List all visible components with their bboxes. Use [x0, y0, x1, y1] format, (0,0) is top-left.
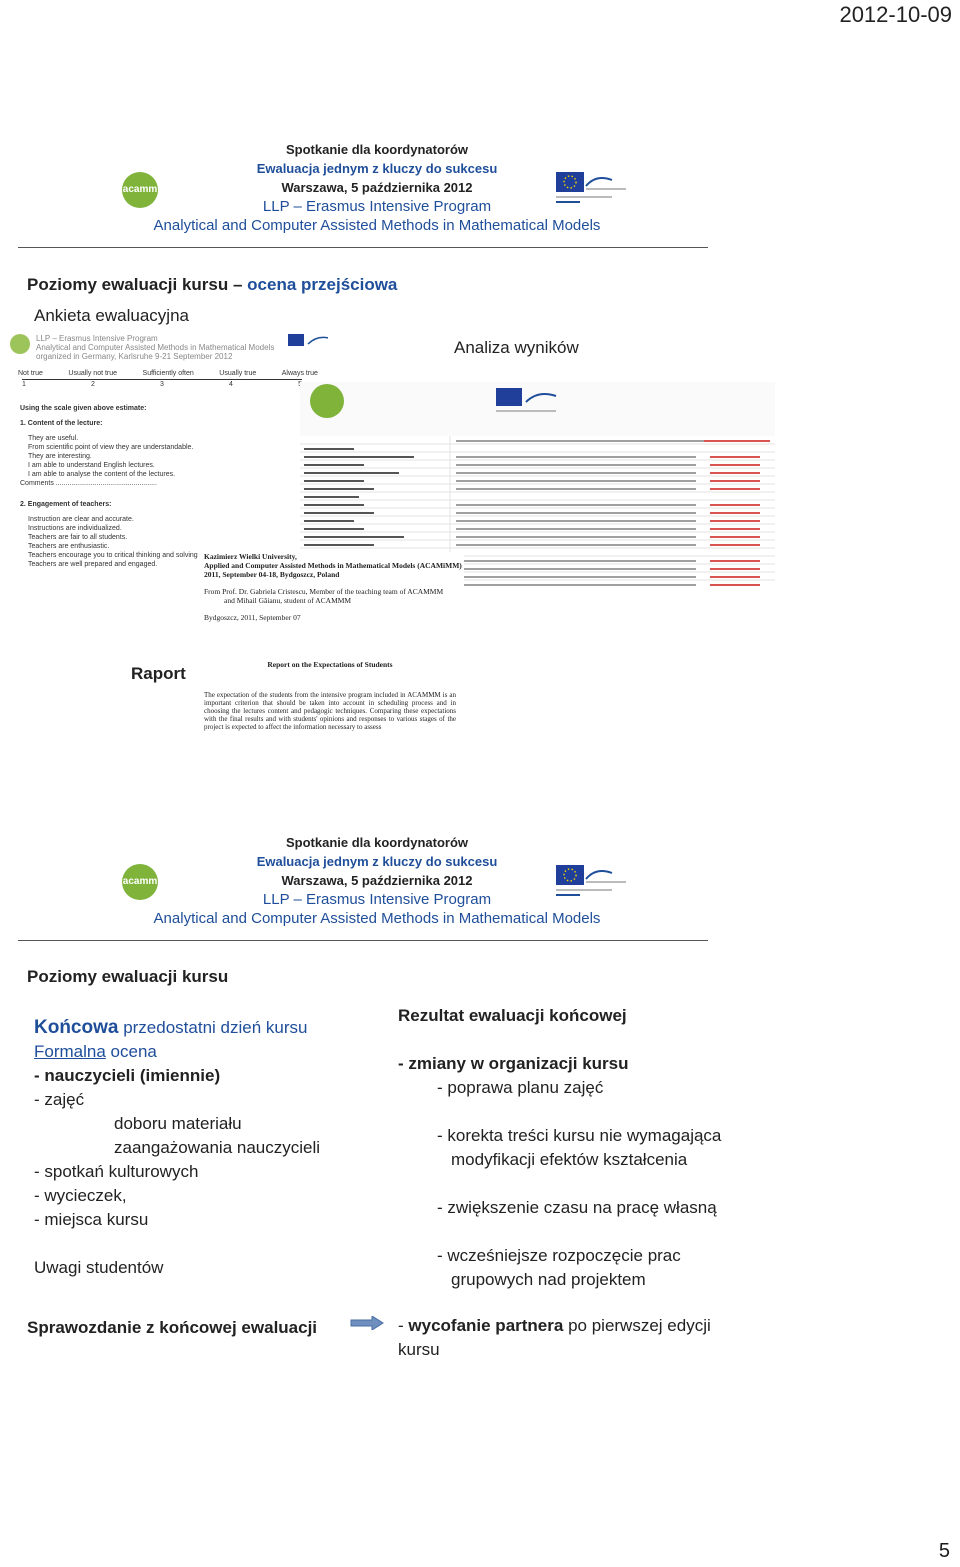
header-subtitle: Ewaluacja jednym z kluczy do sukcesu: [256, 854, 498, 869]
list-item: zaangażowania nauczycieli: [114, 1138, 321, 1157]
results-title: Rezultat ewaluacji końcowej: [398, 1006, 627, 1025]
report-cover-line: Bydgoszcz, 2011, September 07: [204, 613, 301, 622]
analysis-eu-icon: [496, 388, 576, 418]
survey-scale-numbers: [22, 379, 302, 388]
list-item: - nauczycieli (imiennie): [34, 1066, 221, 1085]
final-word: Końcowa: [34, 1017, 119, 1038]
scale-label: Usually true: [219, 370, 257, 377]
scale-label: Sufficiently often: [142, 370, 194, 377]
survey-line: Using the scale given above estimate:: [20, 405, 147, 412]
header-place-date: Warszawa, 5 października 2012: [281, 180, 473, 195]
scale-label: Always true: [281, 370, 318, 377]
survey-line: 1. Content of the lecture:: [20, 420, 103, 427]
students-notes: Uwagi studentów: [34, 1258, 164, 1277]
survey-line: 2. Engagement of teachers:: [20, 501, 112, 508]
survey-line: Instruction are clear and accurate.: [28, 516, 134, 523]
survey-line: Comments ....................................................: [20, 480, 157, 487]
acamm-logo: acamm: [122, 172, 158, 208]
report-page-thumbnail: [204, 660, 456, 736]
scale-label: Not true: [18, 370, 43, 377]
survey-scale: [18, 370, 318, 377]
formal-rest: ocena: [110, 1042, 157, 1061]
report-cover-line: and Mihail Găianu, student of ACAMMM: [224, 596, 352, 605]
slide1-title: [27, 275, 397, 295]
report-thumb-body: The expectation of the students from the intensive program included in ACAMMM is an important criterion that should be taken into account in scheduling process and in choosing the lectures content and pedagogic techniques. Comparing these expectations with the final results and with students' opinions and responses to various stages of the project is expected to affect the information necessary to assess: [204, 691, 456, 731]
header-program: LLP – Erasmus Intensive Program: [262, 198, 492, 215]
header-subtitle: Ewaluacja jednym z kluczy do sukcesu: [256, 161, 498, 176]
report-cover-line: From Prof. Dr. Gabriela Cristescu, Member of the teaching team of ACAMMM: [204, 587, 444, 596]
formal-word: Formalna: [34, 1042, 106, 1061]
survey-line: Teachers are well prepared and engaged.: [28, 561, 158, 568]
result-item: modyfikacji efektów kształcenia: [451, 1150, 688, 1169]
survey-label: Ankieta ewaluacyjna: [34, 306, 189, 325]
header-place-date: Warszawa, 5 października 2012: [281, 873, 473, 888]
eu-erasmus-logo: [556, 865, 628, 899]
eu-erasmus-logo: [556, 172, 628, 206]
header-meeting: Spotkanie dla koordynatorów: [285, 835, 469, 850]
result-item: - poprawa planu zajęć: [437, 1078, 604, 1097]
result-item: grupowych nad projektem: [451, 1270, 646, 1289]
slide1-title-accent: ocena przejściowa: [247, 275, 398, 294]
survey-line: Teachers are fair to all students.: [28, 534, 128, 541]
result-item: - korekta treści kursu nie wymagająca: [437, 1126, 722, 1145]
list-item: - miejsca kursu: [34, 1210, 149, 1229]
survey-line: I am able to understand English lectures.: [28, 462, 155, 469]
slide1-header: [127, 140, 627, 235]
withdraw-rest2: kursu: [398, 1340, 440, 1359]
final-results: [398, 1004, 798, 1292]
slide2-title: Poziomy ewaluacji kursu: [27, 967, 229, 986]
acamm-logo: acamm: [122, 864, 158, 900]
report-cover-thumbnail: [204, 552, 464, 624]
list-item: - spotkań kulturowych: [34, 1162, 199, 1181]
report-cover-line: Applied and Computer Assisted Methods in Mathematical Models (ACAMiMM): [204, 561, 462, 570]
list-item: - zajęć: [34, 1090, 85, 1109]
partner-withdrawal: [398, 1314, 758, 1362]
document-date: 2012-10-09: [839, 2, 952, 27]
survey-line: They are useful.: [28, 435, 79, 442]
survey-line: From scientific point of view they are understandable.: [28, 444, 194, 451]
slide2-header: [127, 833, 627, 928]
withdraw-bold: wycofanie partnera: [408, 1316, 564, 1335]
report-thumb-title: Report on the Expectations of Students: [267, 660, 393, 669]
scale-label: Usually not true: [68, 370, 118, 377]
page-number: 5: [938, 1540, 950, 1562]
header-rule: [18, 940, 708, 941]
results-changes: - zmiany w organizacji kursu: [398, 1054, 629, 1073]
report-label: Raport: [131, 664, 186, 683]
survey-line: Instructions are individualized.: [28, 525, 122, 532]
survey-line: Teachers are enthusiastic.: [28, 543, 110, 550]
analysis-label: Analiza wyników: [454, 338, 579, 357]
survey-line: Teachers encourage you to critical thinking and solving: [28, 552, 198, 559]
final-evaluation-list: [34, 1016, 374, 1280]
withdraw-rest: po pierwszej edycji: [568, 1316, 711, 1335]
scale-number: 2: [91, 381, 95, 388]
header-course: Analytical and Computer Assisted Methods in Mathematical Models: [153, 217, 601, 234]
survey-line: They are interesting.: [28, 453, 92, 460]
survey-thumb-header: LLP – Erasmus Intensive Program: [36, 334, 158, 343]
header-rule: [18, 247, 708, 248]
survey-thumbnail: [8, 330, 328, 590]
list-item: - wycieczek,: [34, 1186, 127, 1205]
result-item: - zwiększenie czasu na pracę własną: [437, 1198, 717, 1217]
scale-number: 4: [229, 381, 233, 388]
scale-number: 3: [160, 381, 164, 388]
withdraw-dash: -: [398, 1316, 409, 1335]
survey-thumb-sub: Analytical and Computer Assisted Methods in Mathematical Models: [36, 343, 275, 352]
header-meeting: Spotkanie dla koordynatorów: [285, 142, 469, 157]
final-report-label: Sprawozdanie z końcowej ewaluacji: [27, 1318, 318, 1337]
arrow-right-icon: [350, 1316, 384, 1330]
report-cover-line: Kazimierz Wielki University,: [204, 552, 297, 561]
scale-number: 1: [22, 381, 26, 388]
list-item: doboru materiału: [114, 1114, 242, 1133]
header-program: LLP – Erasmus Intensive Program: [262, 891, 492, 908]
result-item: - wcześniejsze rozpoczęcie prac: [437, 1246, 681, 1265]
report-cover-line: 2011, September 04-18, Bydgoszcz, Poland: [204, 570, 340, 579]
final-rest: przedostatni dzień kursu: [123, 1018, 308, 1037]
survey-logo-icon: [10, 334, 30, 354]
analysis-logo-icon: [310, 384, 344, 418]
survey-line: I am able to analyse the content of the lectures.: [28, 471, 176, 478]
header-course: Analytical and Computer Assisted Methods in Mathematical Models: [153, 910, 601, 927]
survey-eu-icon: [288, 334, 328, 354]
slide1-title-main: Poziomy ewaluacji kursu –: [27, 275, 243, 294]
survey-thumb-sub2: organized in Germany, Karlsruhe 9-21 September 2012: [36, 352, 233, 361]
